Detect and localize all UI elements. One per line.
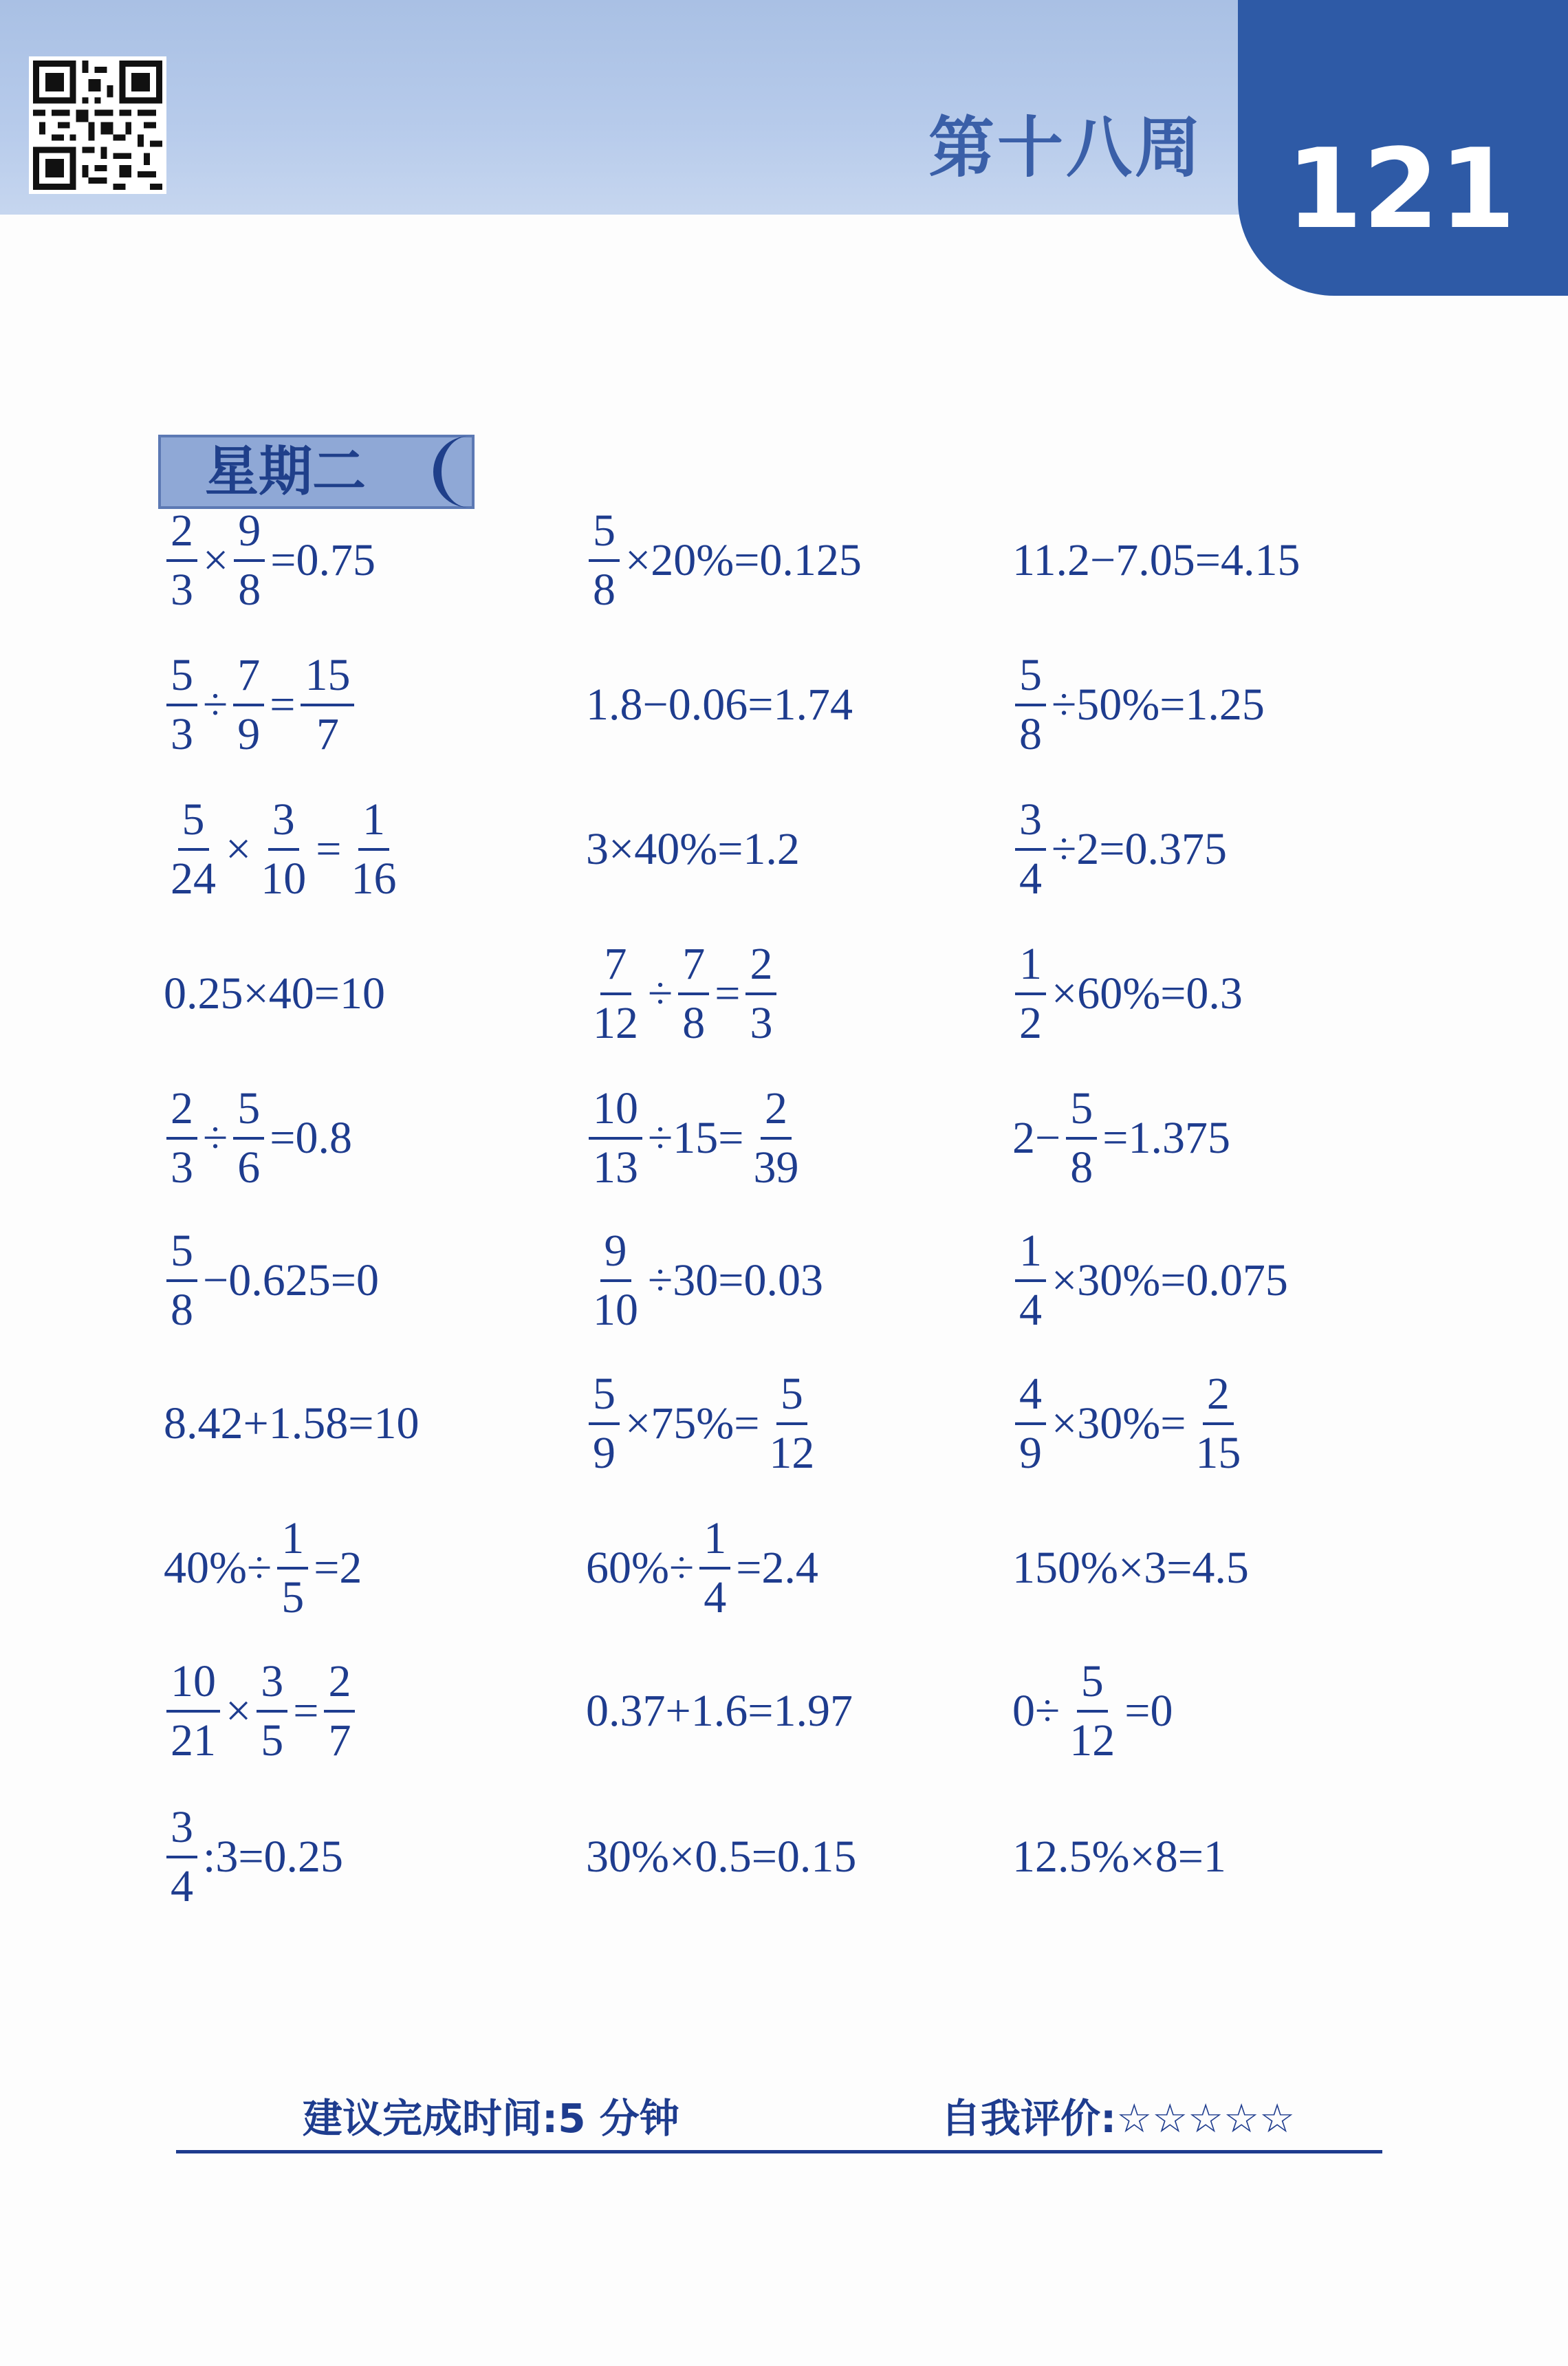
problem-expression [162,1513,363,1622]
fraction-denominator: 8 [593,565,616,615]
problem-item [1011,935,1244,1052]
expression-text: :3=0.25 [203,1832,344,1882]
week-title: 第十八周 [928,109,1204,186]
fraction-numerator: 1 [358,797,389,851]
problem-item [162,791,404,908]
fraction-denominator: 8 [238,565,261,615]
fraction-numerator: 5 [166,1228,197,1282]
expression-text: 2− [1012,1113,1061,1163]
fraction-denominator: 9 [1019,1428,1042,1478]
fraction-denominator: 12 [593,998,638,1048]
expression-text: ×30%=0.075 [1052,1255,1288,1305]
fraction-numerator: 3 [268,797,299,851]
problem-item [1011,1080,1232,1197]
problem-item [162,1799,345,1915]
expression-text: 11.2−7.05=4.15 [1012,535,1300,585]
fraction-denominator: 4 [171,1861,193,1911]
fraction [589,508,620,613]
expression-text: 40%÷ [164,1543,272,1593]
fraction-numerator: 5 [233,1086,264,1140]
expression-text: 30%×0.5=0.15 [586,1832,857,1882]
fraction-numerator: 3 [257,1659,287,1713]
expression-text: ×20%=0.125 [625,535,862,585]
fraction-denominator: 3 [171,1142,193,1193]
problem-expression [585,679,854,731]
problem-expression [1011,1656,1174,1766]
fraction [1065,1656,1119,1766]
fraction [324,1656,355,1766]
fraction-denominator: 8 [682,998,706,1048]
fraction-denominator: 4 [704,1572,727,1622]
problem-item [162,1222,380,1339]
expression-text: ÷50%=1.25 [1052,680,1265,730]
fraction-denominator: 24 [171,854,216,904]
expression-text: ÷ [648,968,673,1019]
page-number: 121 [1286,124,1516,253]
problem-item [1011,1510,1250,1627]
expression-text: 3×40%=1.2 [586,824,800,874]
problem-expression [585,1685,854,1737]
problem-item [585,1799,858,1915]
fraction-numerator: 7 [678,942,709,995]
fraction-numerator: 7 [233,653,264,706]
expression-text: =0.8 [270,1113,352,1163]
fraction [745,939,776,1048]
expression-text: 0.25×40=10 [164,968,385,1019]
expression-text: ÷2=0.375 [1052,824,1227,874]
problem-item [162,1080,353,1197]
problem-item [1011,1653,1174,1770]
fraction [1191,1371,1245,1476]
fraction-denominator: 7 [328,1715,351,1766]
fraction-numerator: 5 [1015,653,1046,706]
fraction-numerator: 2 [166,508,197,562]
expression-text: ÷15= [648,1113,744,1163]
fraction-numerator: 10 [166,1659,220,1713]
expression-text: 0.37+1.6=1.97 [586,1686,853,1736]
fraction [347,794,400,904]
fraction [166,1228,197,1333]
expression-text: × [226,1686,252,1736]
expression-text: =0 [1124,1686,1173,1736]
fraction-denominator: 39 [753,1142,799,1193]
fraction-numerator: 5 [1066,1086,1097,1140]
problem-expression [162,1228,380,1333]
fraction [166,508,197,613]
fraction-numerator: 2 [166,1086,197,1140]
fraction [1015,794,1046,904]
qr-code-icon [29,56,166,194]
fraction-denominator: 7 [316,709,339,759]
day-label: 星期二 [158,435,475,509]
problem-item [585,935,781,1052]
problem-expression [585,508,863,613]
expression-text: ÷ [203,680,228,730]
fraction-numerator: 3 [166,1805,197,1858]
problem-item [585,791,801,908]
fraction-denominator: 9 [237,709,261,759]
fraction [699,1513,730,1622]
fraction-denominator: 4 [1019,1285,1042,1335]
fraction-denominator: 12 [1069,1715,1115,1766]
problem-item [1011,791,1228,908]
expression-text: 60%÷ [586,1543,695,1593]
expression-text: 0÷ [1012,1686,1060,1736]
expression-text: 12.5%×8=1 [1012,1832,1226,1882]
expression-text: =2.4 [736,1543,818,1593]
fraction [1015,939,1046,1048]
problem-item [162,647,358,763]
fraction-numerator: 9 [600,1228,631,1282]
problem-item [585,1222,825,1339]
problem-expression [585,1228,825,1333]
problem-expression [585,939,781,1048]
fraction-numerator: 2 [761,1086,792,1140]
fraction-denominator: 9 [593,1428,616,1478]
expression-text: = [316,824,342,874]
fraction-numerator: 5 [1077,1659,1108,1713]
problem-item [1011,647,1266,763]
expression-text: ×60%=0.3 [1052,968,1243,1019]
problem-item [585,647,854,763]
problem-expression [162,968,386,1020]
fraction [277,1513,308,1622]
problem-expression [585,1831,858,1883]
problem-expression [162,508,377,613]
fraction-denominator: 8 [1070,1142,1093,1193]
problem-expression [162,1398,420,1450]
problem-item [162,935,386,1052]
fraction-denominator: 12 [769,1428,815,1478]
crescent-moon-icon [421,432,479,512]
expression-text: ÷ [203,1113,228,1163]
problem-expression [1011,534,1302,587]
expression-text: 150%×3=4.5 [1012,1543,1249,1593]
fraction [257,1656,287,1766]
fraction [301,650,354,759]
expression-text: ×75%= [625,1398,760,1448]
problem-expression [585,1371,823,1476]
fraction-denominator: 5 [281,1572,305,1622]
fraction-numerator: 5 [166,653,197,706]
fraction-denominator: 6 [237,1142,261,1193]
fraction [765,1371,818,1476]
problem-item [162,1510,363,1627]
fraction-numerator: 5 [776,1371,807,1425]
fraction-denominator: 5 [261,1715,284,1766]
expression-text: =1.375 [1102,1113,1230,1163]
fraction [166,1802,197,1911]
expression-text: =0.75 [270,535,375,585]
fraction-numerator: 1 [277,1516,308,1570]
problem-expression [162,1083,353,1193]
fraction-denominator: 8 [1019,709,1042,759]
fraction-denominator: 2 [1019,998,1042,1048]
fraction-numerator: 15 [301,653,354,706]
fraction-numerator: 7 [600,942,631,995]
suggested-time: 建议完成时间:5 分钟 [303,2095,679,2142]
problem-item [585,1365,823,1482]
fraction [1015,1228,1046,1333]
fraction [589,1371,620,1476]
fraction [589,939,642,1048]
problem-expression [1011,650,1266,759]
fraction-denominator: 3 [171,709,193,759]
problem-item [162,1365,420,1482]
fraction-denominator: 8 [171,1285,193,1335]
expression-text: ×30%= [1052,1398,1186,1448]
fraction-denominator: 3 [171,565,193,615]
problem-expression [162,650,358,759]
problem-expression [585,823,801,876]
expression-text: = [715,968,741,1019]
problem-expression [585,1083,807,1193]
expression-text: 8.42+1.58=10 [164,1398,420,1448]
problem-expression [162,1802,345,1911]
fraction-numerator: 5 [589,1371,620,1425]
fraction [1015,1371,1046,1476]
problem-item [585,1080,807,1197]
footer-divider [176,2150,1382,2153]
problem-item [1011,502,1302,619]
fraction-denominator: 21 [171,1715,216,1766]
problem-expression [1011,794,1228,904]
fraction-numerator: 4 [1015,1371,1046,1425]
problem-item [1011,1222,1289,1339]
problem-item [162,1653,359,1770]
fraction-numerator: 10 [589,1086,642,1140]
problem-expression [162,1656,359,1766]
fraction [1066,1083,1097,1193]
fraction-numerator: 1 [699,1516,730,1570]
fraction [166,650,197,759]
expression-text: 1.8−0.06=1.74 [586,680,853,730]
problem-expression [1011,1371,1249,1476]
fraction-numerator: 1 [1015,942,1046,995]
problem-item [585,1653,854,1770]
fraction-denominator: 10 [593,1285,638,1335]
problem-expression [1011,1831,1228,1883]
fraction [233,650,264,759]
fraction-numerator: 9 [234,508,265,562]
fraction [749,1083,803,1193]
fraction [678,939,709,1048]
fraction-numerator: 1 [1015,1228,1046,1282]
expression-text: =2 [314,1543,362,1593]
fraction-numerator: 2 [745,942,776,995]
expression-text: −0.625=0 [203,1255,379,1305]
fraction [234,508,265,613]
problem-expression [1011,1542,1250,1594]
problem-item [1011,1799,1228,1915]
problem-expression [585,1513,820,1622]
fraction [589,1228,642,1333]
fraction [166,1083,197,1193]
fraction [589,1083,642,1193]
fraction-denominator: 13 [593,1142,638,1193]
fraction-denominator: 4 [1019,854,1042,904]
fraction [1015,650,1046,759]
expression-text: × [203,535,229,585]
problem-item [1011,1365,1249,1482]
fraction-numerator: 3 [1015,797,1046,851]
fraction-numerator: 5 [178,797,209,851]
fraction [233,1083,264,1193]
problem-item [585,502,863,619]
problem-expression [1011,1083,1232,1193]
expression-text: ÷30=0.03 [648,1255,823,1305]
fraction-denominator: 10 [261,854,307,904]
expression-text: = [270,680,296,730]
problem-expression [1011,939,1244,1048]
problem-expression [1011,1228,1289,1333]
fraction-denominator: 3 [750,998,773,1048]
expression-text: × [226,824,252,874]
problem-expression [162,794,404,904]
fraction-numerator: 2 [324,1659,355,1713]
expression-text: = [293,1686,319,1736]
fraction [166,1656,220,1766]
fraction-denominator: 16 [351,854,397,904]
self-rating: 自我评价:☆☆☆☆☆ [941,2095,1296,2142]
fraction-numerator: 5 [589,508,620,562]
fraction-numerator: 2 [1203,1371,1234,1425]
fraction [166,794,220,904]
problem-item [162,502,377,619]
fraction-denominator: 15 [1195,1428,1241,1478]
problem-item [585,1510,820,1627]
fraction [257,794,310,904]
